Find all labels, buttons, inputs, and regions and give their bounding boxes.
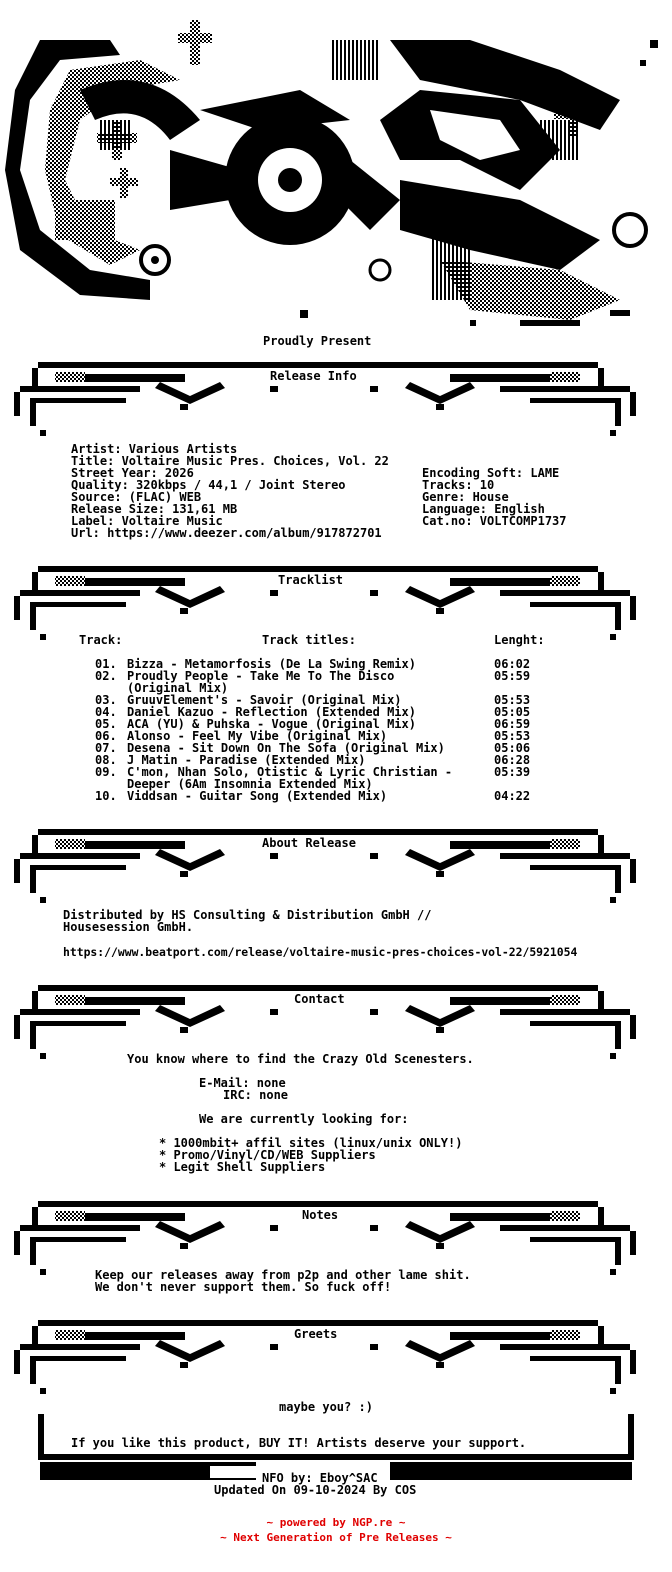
irc-line: IRC: none [223,1088,289,1102]
track-num: 04. [95,705,117,719]
updated-line: Updated On 09-10-2024 By COS [214,1483,417,1497]
contact-title: Contact [294,992,345,1006]
year-line: Street Year: 2026 [71,466,194,480]
artist-line: Artist: Various Artists [71,442,238,456]
release-info-title: Release Info [270,369,357,383]
catno-line: Cat.no: VOLTCOMP1737 [422,514,567,528]
looking-item: * Legit Shell Suppliers [159,1160,326,1174]
track-title: Daniel Kazuo - Reflection (Extended Mix) [127,705,416,719]
track-num: 02. [95,669,117,683]
encoding-line: Encoding Soft: LAME [422,466,560,480]
genre-line: Genre: House [422,490,509,504]
track-length: 05:05 [494,705,531,719]
ngp-tagline: ~ Next Generation of Pre Releases ~ [220,1531,452,1544]
track-num: 07. [95,741,117,755]
nfo-credit: NFO by: Eboy^SAC [262,1471,378,1485]
ascii-logo [0,0,672,340]
notes-line2: We don't never support them. So fuck off! [95,1280,392,1294]
looking-item: * Promo/Vinyl/CD/WEB Suppliers [159,1148,376,1162]
about-line1: Distributed by HS Consulting & Distribution GmbH // [63,908,432,922]
track-length: 05:59 [494,669,531,683]
track-header: Track: [79,633,123,647]
track-num: 05. [95,717,117,731]
about-title: About Release [262,836,356,850]
notes-line1: Keep our releases away from p2p and other lame shit. [95,1268,471,1282]
email-line: E-Mail: none [199,1076,286,1090]
track-title: Desena - Sit Down On The Sofa (Original Mix) [127,741,445,755]
track-title: Viddsan - Guitar Song (Extended Mix) [127,789,388,803]
track-title: Bizza - Metamorfosis (De La Swing Remix) [127,657,416,671]
greets-line: maybe you? :) [279,1400,373,1414]
track-length: 05:06 [494,741,531,755]
track-title-cont: (Original Mix) [127,681,229,695]
quality-line: Quality: 320kbps / 44,1 / Joint Stereo [71,478,346,492]
track-length: 04:22 [494,789,531,803]
contact-intro: You know where to find the Crazy Old Scenesters. [127,1052,474,1066]
about-line2: Housesession GmbH. [63,920,194,934]
url-line[interactable]: Url: https://www.deezer.com/album/917872701 [71,526,382,540]
track-title: Proudly People - Take Me To The Disco [127,669,395,683]
titles-header: Track titles: [262,633,356,647]
track-title: Alonso - Feel My Vibe (Original Mix) [127,729,388,743]
track-length: 05:53 [494,729,531,743]
tagline: Proudly Present [263,334,372,348]
track-title-cont: Deeper (6Am Insomnia Extended Mix) [127,777,373,791]
size-line: Release Size: 131,61 MB [71,502,238,516]
track-title: J Matin - Paradise (Extended Mix) [127,753,366,767]
greets-title: Greets [294,1327,338,1341]
looking-line: We are currently looking for: [199,1112,409,1126]
track-num: 01. [95,657,117,671]
track-length: 06:59 [494,717,531,731]
tracks-line: Tracks: 10 [422,478,495,492]
title-line: Title: Voltaire Music Pres. Choices, Vol. 22 [71,454,389,468]
track-num: 08. [95,753,117,767]
track-title: C'mon, Nhan Solo, Otistic & Lyric Christian - [127,765,453,779]
looking-item: * 1000mbit+ affil sites (linux/unix ONLY!) [159,1136,463,1150]
track-num: 09. [95,765,117,779]
track-num: 10. [95,789,117,803]
tracklist-title: Tracklist [278,573,344,587]
track-length: 06:02 [494,657,531,671]
support-line: If you like this product, BUY IT! Artists deserve your support. [71,1436,527,1450]
track-title: GruuvElement's - Savoir (Original Mix) [127,693,402,707]
source-line: Source: (FLAC) WEB [71,490,202,504]
track-length: 06:28 [494,753,531,767]
powered-by-line[interactable]: ~ powered by NGP.re ~ [266,1516,406,1529]
label-line: Label: Voltaire Music [71,514,223,528]
track-length: 05:53 [494,693,531,707]
language-line: Language: English [422,502,545,516]
track-length: 05:39 [494,765,531,779]
notes-title: Notes [302,1208,339,1222]
beatport-link[interactable]: https://www.beatport.com/release/voltaire-music-pres-choices-vol-22/5921054 [63,945,578,959]
track-title: ACA (YU) & Puhska - Vogue (Original Mix) [127,717,416,731]
track-num: 06. [95,729,117,743]
length-header: Lenght: [494,633,545,647]
track-num: 03. [95,693,117,707]
